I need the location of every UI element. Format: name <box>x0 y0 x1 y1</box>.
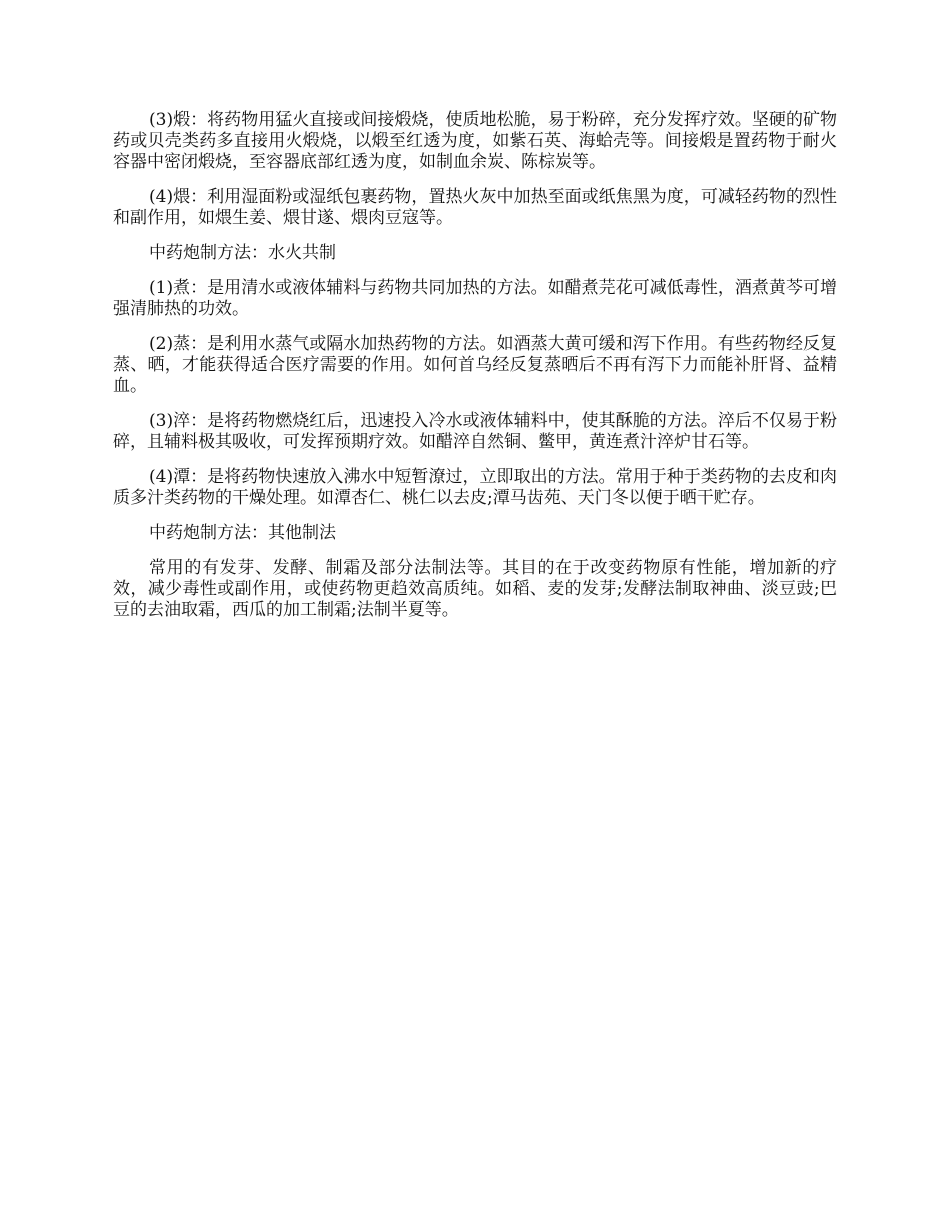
paragraph-boiling: (1)煮：是用清水或液体辅料与药物共同加热的方法。如醋煮芫花可减低毒性，酒煮黄芩可增强清肺热的功效。 <box>113 278 837 319</box>
section-heading-other-methods: 中药炮制方法：其他制法 <box>149 523 336 543</box>
document-page <box>113 110 837 635</box>
paragraph-roasting-in-ashes: (4)煨：利用湿面粉或湿纸包裹药物，置热火灰中加热至面或纸焦黑为度，可减轻药物的烈性和副作用，如煨生姜、煨甘遂、煨肉豆寇等。 <box>113 187 837 228</box>
paragraph-blanching: (4)潭：是将药物快速放入沸水中短暂潦过，立即取出的方法。常用于种于类药物的去皮和肉质多汁类药物的干燥处理。如潭杏仁、桃仁以去皮;潭马齿苑、天门冬以便于晒干贮存。 <box>113 467 837 508</box>
paragraph-other-methods: 常用的有发芽、发酵、制霜及部分法制法等。其目的在于改变药物原有性能，增加新的疗效，减少毒性或副作用，或使药物更趋效高质纯。如稻、麦的发芽;发酵法制取神曲、淡豆豉;巴豆的去油取霜，西瓜的加工制霜;法制半夏等。 <box>113 558 837 620</box>
paragraph-steaming: (2)蒸：是利用水蒸气或隔水加热药物的方法。如酒蒸大黄可缓和泻下作用。有些药物经反复蒸、晒，才能获得适合医疗需要的作用。如何首乌经反复蒸晒后不再有泻下力而能补肝肾、益精血。 <box>113 334 837 396</box>
paragraph-quenching: (3)淬：是将药物燃烧红后，迅速投入冷水或液体辅料中，使其酥脆的方法。淬后不仅易于粉碎，且辅料极其吸收，可发挥预期疗效。如醋淬自然铜、鳖甲，黄连煮汁淬炉甘石等。 <box>113 411 837 452</box>
section-heading-water-fire: 中药炮制方法：水火共制 <box>149 243 336 263</box>
paragraph-calcining: (3)煅：将药物用猛火直接或间接煅烧，使质地松脆，易于粉碎，充分发挥疗效。坚硬的矿物药或贝壳类药多直接用火煅烧，以煅至红透为度，如紫石英、海蛤壳等。间接煅是置药物于耐火容器中密闭煅烧，至容器底部红透为度，如制血余炭、陈棕炭等。 <box>113 110 837 172</box>
